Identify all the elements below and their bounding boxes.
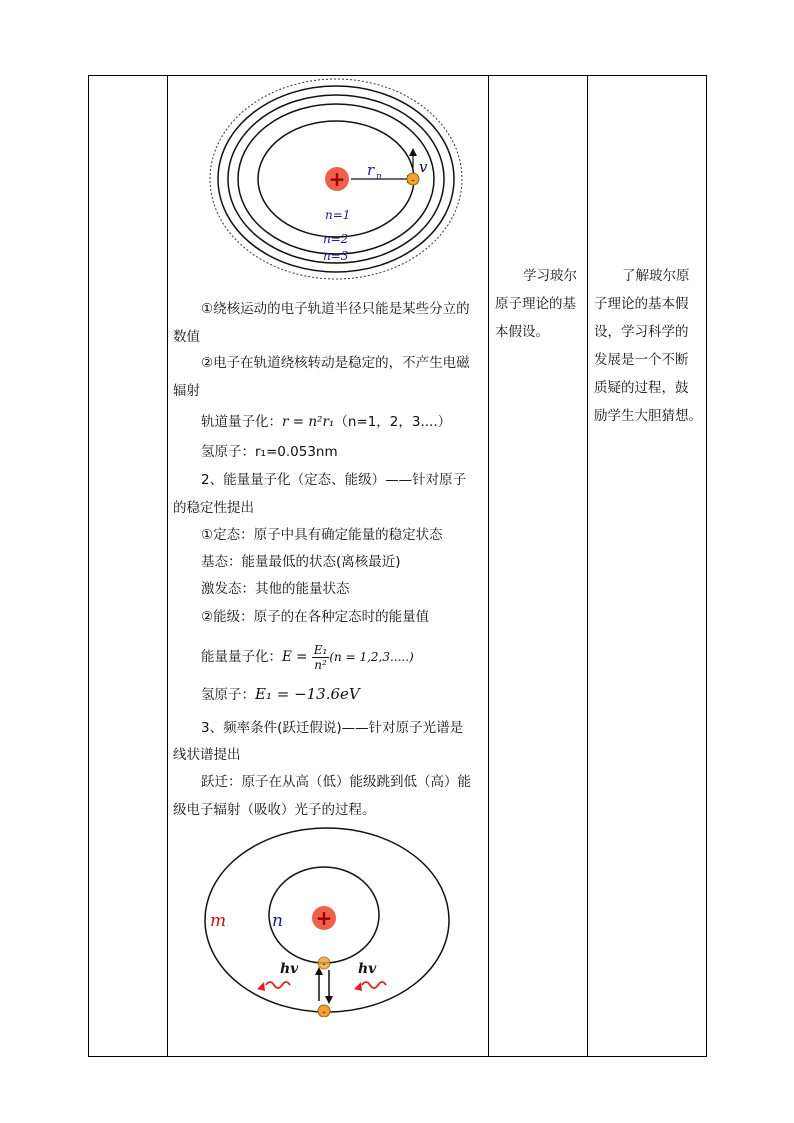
velocity-label: v bbox=[419, 158, 428, 176]
hydrogen-radius: 氢原子：r₁=0.053nm bbox=[201, 444, 338, 460]
paragraph: ①定态：原子中具有确定能量的稳定状态 bbox=[201, 527, 443, 543]
svg-text:-: - bbox=[322, 960, 326, 970]
paragraph: 激发态：其他的能量状态 bbox=[201, 581, 350, 597]
section-heading: 3、频率条件(跃迁假说)——针对原子光谱是 bbox=[201, 720, 464, 736]
hydrogen-energy: 氢原子：E₁ = −13.6eV bbox=[201, 685, 360, 703]
paragraph: ②能级：原子的在各种定态时的能量值 bbox=[201, 609, 430, 625]
paragraph: 级电子辐射（吸收）光子的过程。 bbox=[173, 802, 376, 818]
radius-label: r bbox=[367, 161, 375, 179]
paragraph: 数值 bbox=[173, 329, 200, 345]
design-intent: 了解玻尔原 子理论的基本假 设，学习科学的 发展是一个不断 质疑的过程，鼓 励学生大胆猜想。 bbox=[594, 268, 702, 424]
paragraph: 跃迁：原子在从高（低）能级跳到低（高）能 bbox=[201, 774, 471, 790]
section-heading: 线状谱提出 bbox=[173, 747, 241, 763]
orbit-quantization: 轨道量子化：r = n²r₁（n=1，2，3....） bbox=[201, 414, 452, 430]
n1-label: n=1 bbox=[325, 208, 351, 222]
paragraph: ①绕核运动的电子轨道半径只能是某些分立的 bbox=[201, 301, 470, 317]
orbit-m-label: m bbox=[210, 911, 227, 931]
column-divider bbox=[587, 75, 588, 1057]
energy-quantization: 能量量子化：E = $\frac{\text{E₁}}{\text{n²}}$ (n = 1,2,3.....) bbox=[201, 642, 414, 672]
section-heading: 2、能量量子化（定态、能级）——针对原子 bbox=[201, 472, 467, 488]
svg-text:-: - bbox=[411, 176, 415, 186]
paragraph: 辐射 bbox=[173, 383, 200, 399]
svg-text:+: + bbox=[328, 167, 346, 191]
paragraph: 基态：能量最低的状态(离核最近) bbox=[201, 554, 401, 570]
section-heading: 的稳定性提出 bbox=[173, 500, 254, 516]
svg-text:-: - bbox=[322, 1008, 326, 1017]
column-divider bbox=[167, 75, 168, 1057]
bohr-orbit-diagram bbox=[205, 78, 465, 288]
n2-label: n=2 bbox=[323, 232, 349, 246]
n3-label: n=3 bbox=[323, 249, 349, 263]
student-activity: 学习玻尔 原子理论的基 本假设。 bbox=[495, 268, 577, 340]
photon-label-right: hv bbox=[358, 961, 377, 977]
column-divider bbox=[488, 75, 489, 1057]
transition-diagram bbox=[202, 823, 456, 1017]
photon-label-left: hv bbox=[280, 961, 299, 977]
svg-text:n: n bbox=[376, 172, 382, 182]
orbit-n-label: n bbox=[272, 911, 283, 931]
paragraph: ②电子在轨道绕核转动是稳定的，不产生电磁 bbox=[201, 355, 470, 371]
svg-text:+: + bbox=[315, 906, 333, 930]
